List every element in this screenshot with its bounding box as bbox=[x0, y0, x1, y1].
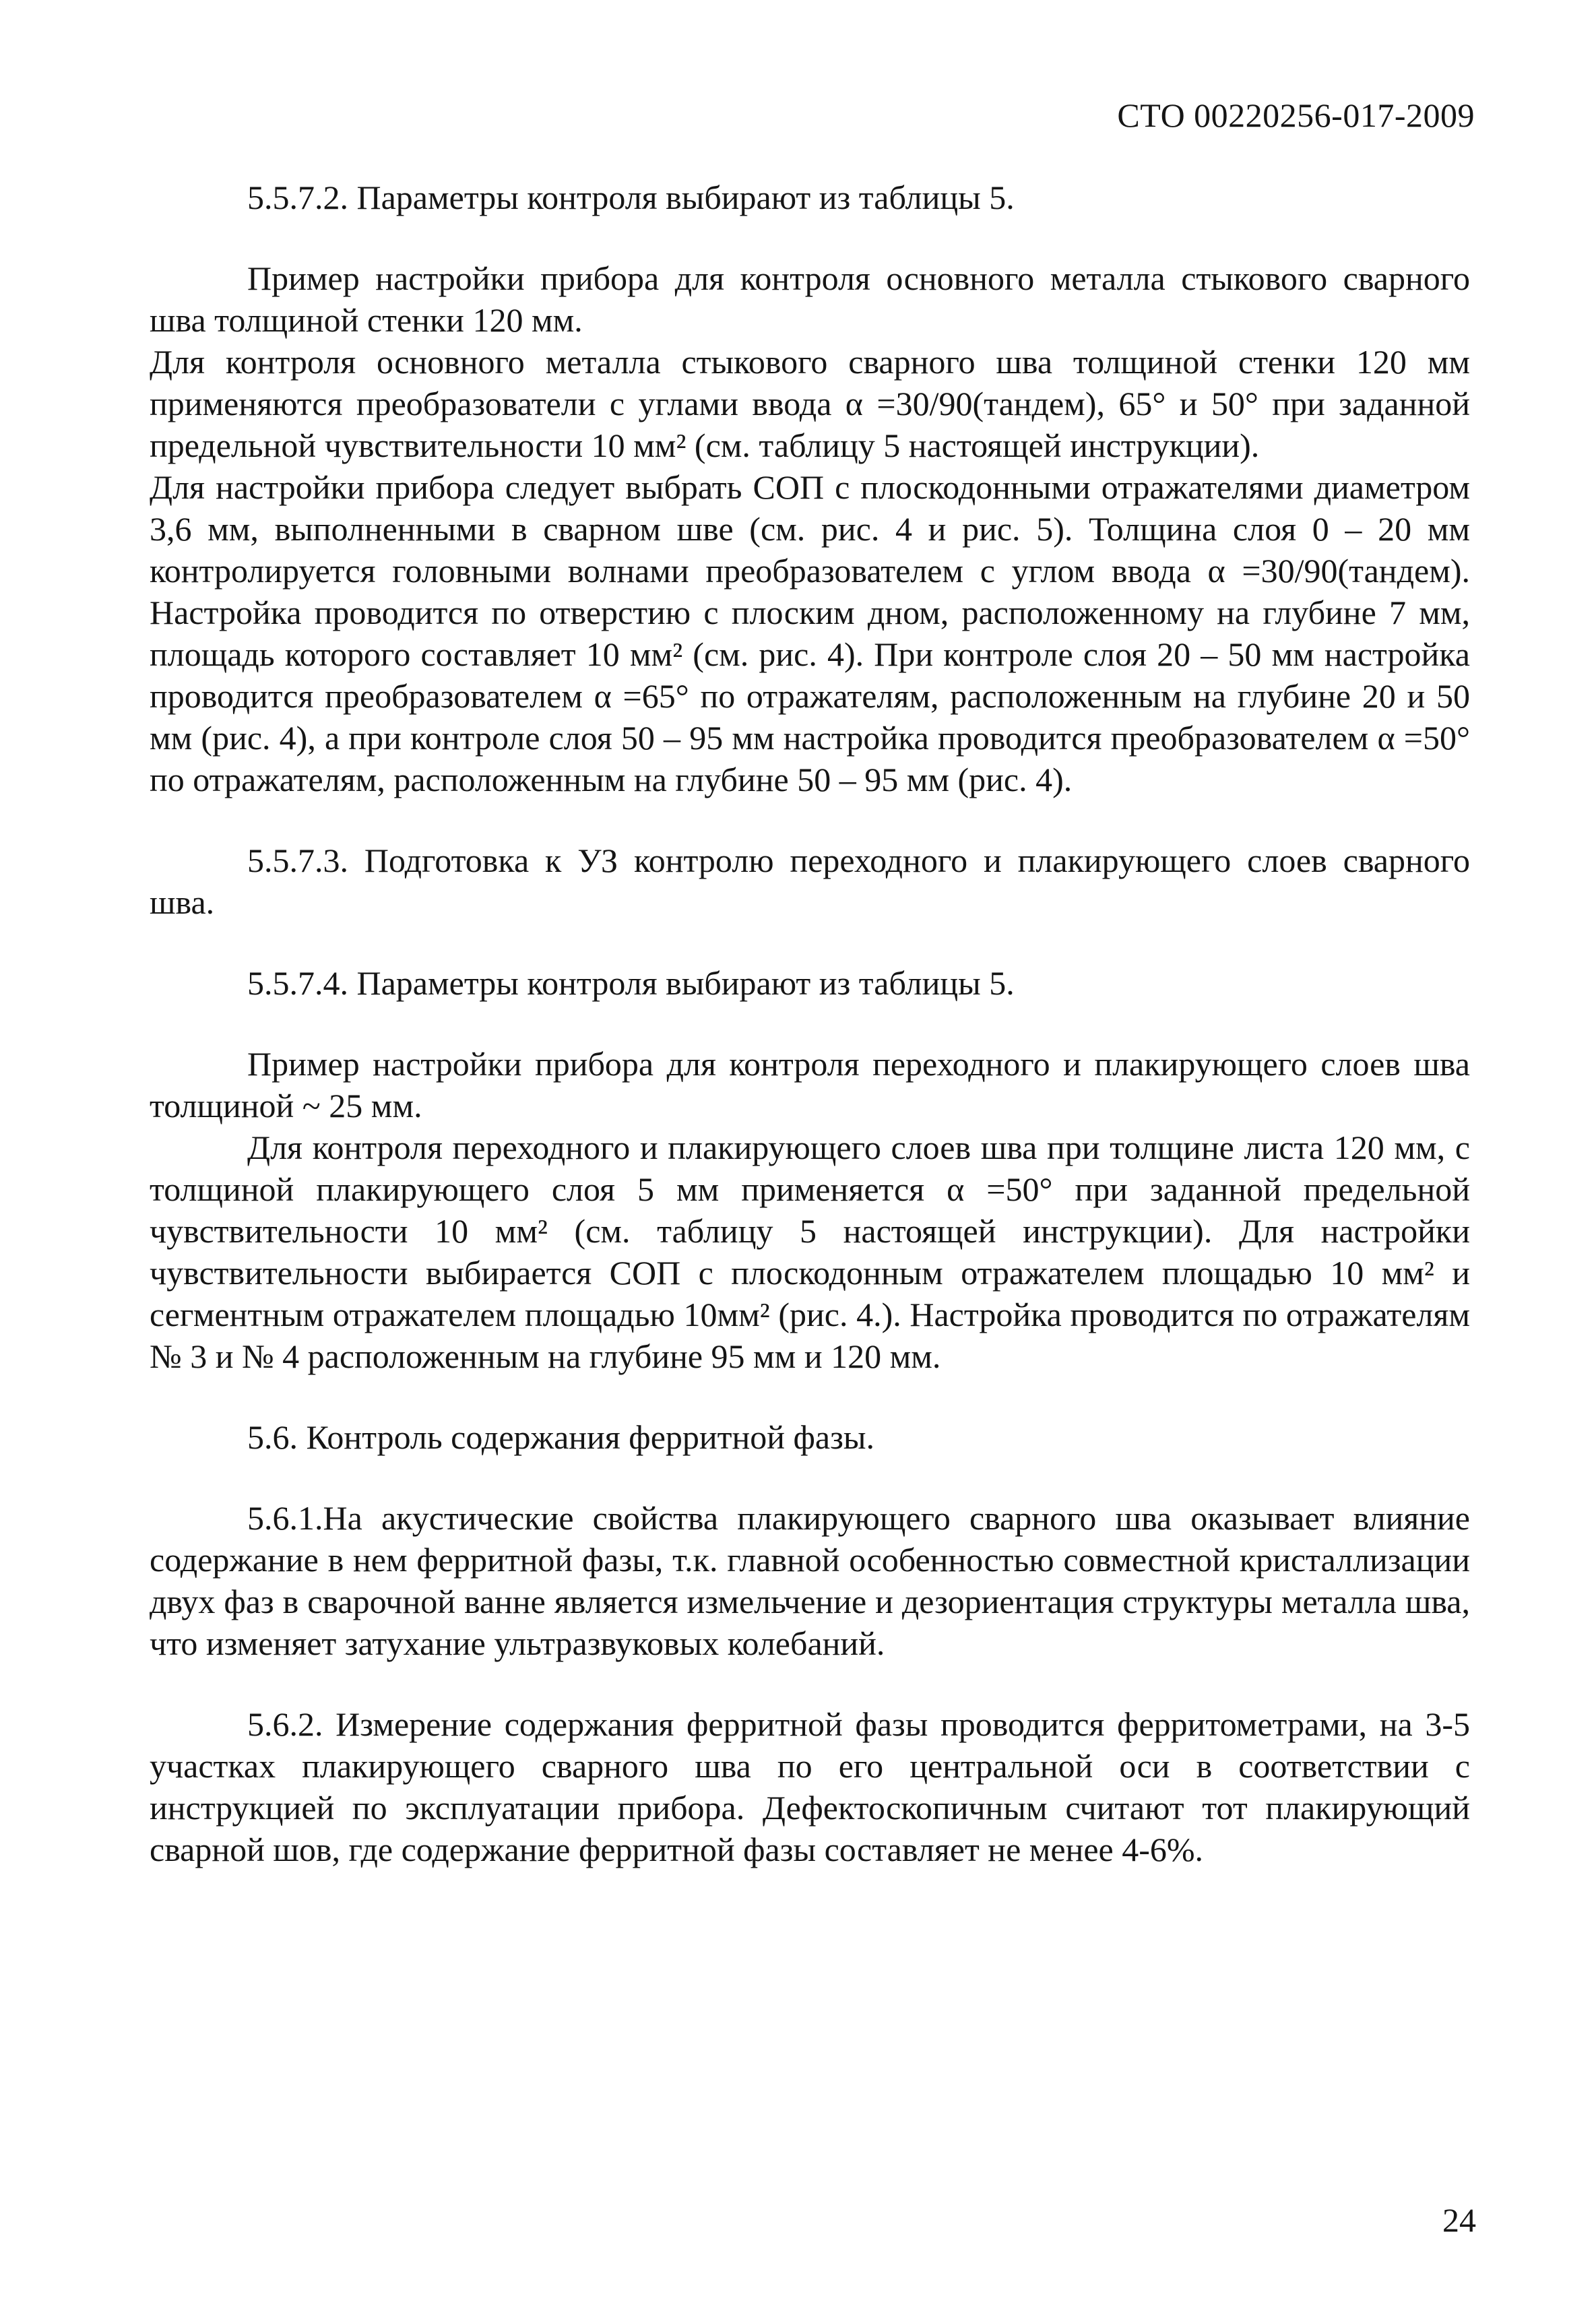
paragraph-transducers: Для контроля основного металла стыкового сварного шва толщиной стенки 120 мм применяются преобразователи с углами ввода α =30/90(тандем), 65° и 50° при заданной предельной чувствительности 10 мм² (см. таблицу 5 настоящей инструкции). bbox=[150, 343, 1470, 464]
paragraph-5-5-7-3: 5.5.7.3. Подготовка к УЗ контролю переходного и плакирующего слоев сварного шва. bbox=[150, 842, 1470, 921]
paragraph-example-cladding: Пример настройки прибора для контроля переходного и плакирующего слоев шва толщиной ~ 25 мм. bbox=[150, 1045, 1470, 1125]
paragraph-example-base-metal: Пример настройки прибора для контроля основного металла стыкового сварного шва толщиной стенки 120 мм. bbox=[150, 259, 1470, 339]
paragraph-5-5-7-2: 5.5.7.2. Параметры контроля выбирают из таблицы 5. bbox=[247, 179, 1015, 216]
body-text bbox=[150, 177, 1470, 1870]
paragraph-setup-procedure: Для настройки прибора следует выбрать СОП с плоскодонными отражателями диаметром 3,6 мм, выполненными в сварном шве (см. рис. 4 и рис. 5). Толщина слоя 0 – 20 мм контролируется головными волнами преобразователем с углом ввода α =30/90(тандем). Настройка проводится по отверстию с плоским дном, расположенному на глубине 7 мм, площадь которого составляет 10 мм² (см. рис. 4). При контроле слоя 20 – 50 мм настройка проводится преобразователем α =65° по отражателям, расположенным на глубине 20 и 50 мм (рис. 4), а при контроле слоя 50 – 95 мм настройка проводится преобразователем α =50° по отражателям, расположенным на глубине 50 – 95 мм (рис. 4). bbox=[150, 468, 1470, 798]
paragraph-cladding-setup: Для контроля переходного и плакирующего слоев шва при толщине листа 120 мм, с толщиной плакирующего слоя 5 мм применяется α =50° при заданной предельной чувствительности 10 мм² (см. таблицу 5 настоящей инструкции). Для настройки чувствительности выбирается СОП с плоскодонным отражателем площадью 10 мм² и сегментным отражателем площадью 10мм² (рис. 4.). Настройка проводится по отражателям № 3 и № 4 расположенным на глубине 95 мм и 120 мм. bbox=[150, 1129, 1470, 1375]
paragraph-5-5-7-4: 5.5.7.4. Параметры контроля выбирают из таблицы 5. bbox=[247, 964, 1015, 1002]
paragraph-5-6-2: 5.6.2. Измерение содержания ферритной фазы проводится ферритометрами, на 3-5 участках плакирующего сварного шва по его центральной оси в соответствии с инструкцией по эксплуатации прибора. Дефектоскопичным считают тот плакирующий сварной шов, где содержание ферритной фазы составляет не менее 4-6%. bbox=[150, 1705, 1470, 1868]
section-heading-5-6: 5.6. Контроль содержания ферритной фазы. bbox=[247, 1418, 874, 1456]
page-number: 24 bbox=[1442, 2201, 1476, 2239]
paragraph-5-6-1: 5.6.1.На акустические свойства плакирующего сварного шва оказывает влияние содержание в нем ферритной фазы, т.к. главной особенностью совместной кристаллизации двух фаз в сварочной ванне является измельчение и дезориентация структуры металла шва, что изменяет затухание ультразвуковых колебаний. bbox=[150, 1499, 1470, 1662]
document-code: СТО 00220256-017-2009 bbox=[1117, 96, 1475, 134]
